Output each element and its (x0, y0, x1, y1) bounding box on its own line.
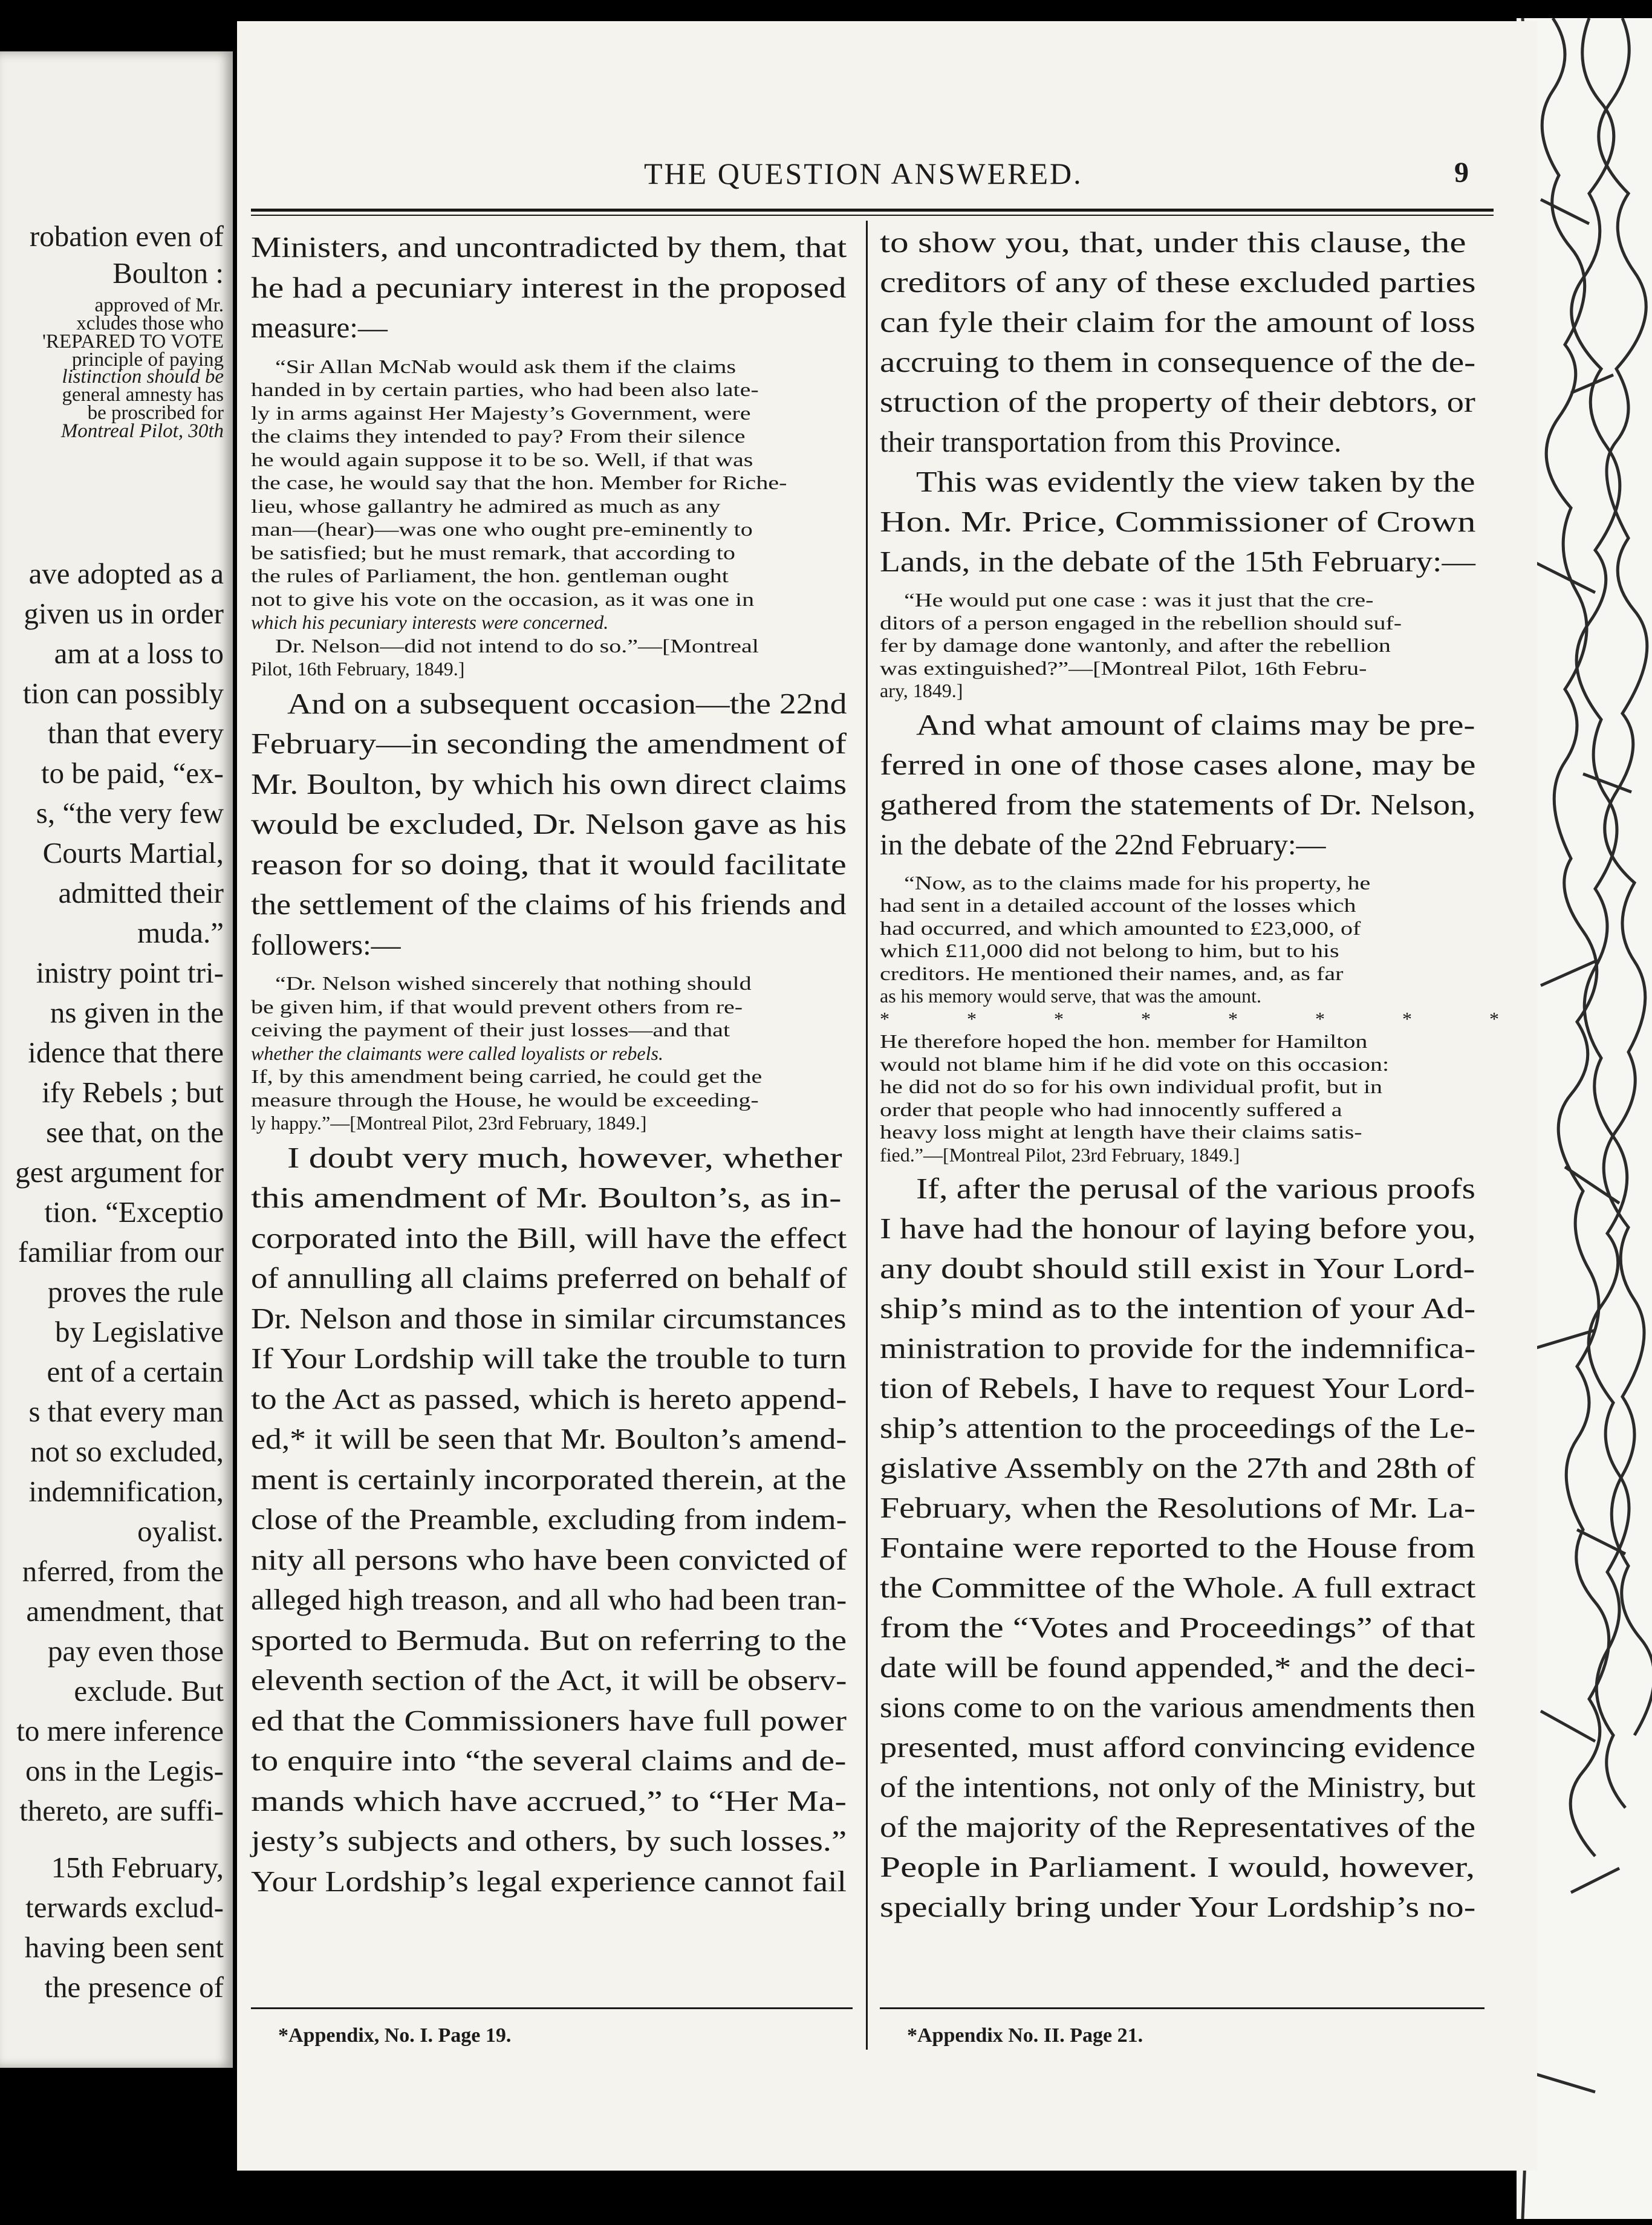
left-column-line: ment is certainly incorporated therein, at the (251, 1462, 847, 1496)
right-column-line: to show you, that, under this clause, the (880, 226, 1466, 259)
right-column-line: of the intentions, not only of the Ministry, but (880, 1770, 1476, 1804)
left-page-line: 'REPARED TO VOTE (42, 331, 224, 352)
right-column-line: He therefore hoped the hon. member for Hamilton (880, 1030, 1368, 1052)
left-column-line: If Your Lordship will take the trouble to turn (251, 1342, 847, 1375)
left-page-line: s, “the very few (36, 796, 224, 830)
left-page-line: principle of paying (71, 349, 224, 371)
left-column-line: mands which have accrued,” to “Her Ma- (251, 1784, 847, 1817)
right-column-line: creditors of any of these excluded parties (880, 265, 1476, 299)
left-column-line: lieu, whose gallantry he admired as much as any (251, 495, 721, 517)
right-column-line: their transportation from this Province. (880, 425, 1342, 458)
left-page-line: Courts Martial, (42, 836, 224, 869)
left-column-line: followers:— (251, 927, 401, 961)
right-column-line: Fontaine were reported to the House from (880, 1531, 1475, 1564)
left-column-line: close of the Preamble, excluding from indem- (251, 1502, 847, 1536)
left-column-line: he had a pecuniary interest in the proposed (251, 270, 847, 304)
right-column-line: ship’s mind as to the intention of your Ad- (880, 1291, 1476, 1325)
left-column-line: jesty’s subjects and others, by such losses.” (251, 1824, 847, 1857)
left-page-line: having been sent (24, 1931, 224, 1964)
text-column-right (880, 0, 1535, 2068)
left-column-line: corporated into the Bill, will have the effect (251, 1221, 847, 1255)
right-column-line: gathered from the statements of Dr. Nelson, (880, 787, 1476, 821)
left-page-line: inistry point tri- (36, 956, 224, 989)
right-column-line: Hon. Mr. Price, Commissioner of Crown (880, 505, 1476, 538)
right-column-line: ferred in one of those cases alone, may be (880, 747, 1476, 781)
right-column-line: as his memory would serve, that was the amount. (880, 985, 1261, 1007)
left-column-line: of annulling all claims preferred on behalf of (251, 1261, 847, 1294)
right-column-line: specially bring under Your Lordship’s no- (880, 1890, 1476, 1923)
left-column-line: If, by this amendment being carried, he could get the (251, 1065, 763, 1087)
left-column-line: the claims they intended to pay? From their silence (251, 425, 746, 447)
left-column-line: ly happy.”—[Montreal Pilot, 23rd February, 1849.] (251, 1112, 647, 1134)
left-page-line: admitted their (58, 876, 224, 909)
left-page-line: ave adopted as a (28, 557, 224, 590)
left-column-line: be given him, if that would prevent others from re- (251, 995, 743, 1018)
left-column-line: whether the claimants were called loyalists or rebels. (251, 1042, 663, 1064)
right-column-line: ship’s attention to the proceedings of the Le- (880, 1411, 1475, 1444)
left-page-line: ns given in the (50, 996, 224, 1029)
left-page-line: xcludes those who (76, 313, 224, 334)
left-column-line: man—(hear)—was one who ought pre-eminently to (251, 518, 753, 540)
left-column-line: which his pecuniary interests were concerned. (251, 611, 609, 633)
right-column-line: ministration to provide for the indemnifica- (880, 1331, 1476, 1365)
right-column-line: I have had the honour of laying before you, (880, 1212, 1476, 1245)
left-page-line: muda.” (137, 916, 224, 949)
right-column-line: which £11,000 did not belong to him, but to his (880, 940, 1339, 961)
left-page-line: than that every (47, 716, 224, 750)
left-page-line: Montreal Pilot, 30th (60, 420, 224, 442)
right-column-line: This was evidently the view taken by the (916, 465, 1475, 498)
right-column-line: had sent in a detailed account of the losses which (880, 894, 1356, 916)
right-column-line: “Now, as to the claims made for his property, he (904, 871, 1371, 894)
left-page-line: exclude. But (74, 1674, 224, 1707)
left-page-line: listinction should be (62, 366, 224, 388)
right-column-line: People in Parliament. I would, however, (880, 1850, 1475, 1883)
left-column-line: Your Lordship’s legal experience cannot fail (251, 1864, 847, 1898)
left-column-line: the case, he would say that the hon. Member for Riche- (251, 472, 787, 493)
left-column-line: Ministers, and uncontradicted by them, that (251, 230, 847, 264)
left-page-line: to mere inference (16, 1714, 224, 1747)
left-page-line: ify Rebels ; but (42, 1076, 224, 1109)
right-column-line: heavy loss might at length have their claims satis- (880, 1121, 1362, 1143)
right-column-line: was extinguished?”—[Montreal Pilot, 16th Febru- (880, 657, 1367, 679)
left-page-line: oyalist. (137, 1515, 224, 1548)
left-column-line: Pilot, 16th February, 1849.] (251, 658, 465, 680)
left-column-line: nity all persons who have been convicted of (251, 1542, 847, 1576)
right-column-line: order that people who had innocently suffered a (880, 1098, 1342, 1120)
left-column-line: the rules of Parliament, the hon. gentleman ought (251, 565, 729, 586)
left-column-line: not to give his vote on the occasion, as it was one in (251, 588, 755, 610)
left-column-line: to enquire into “the several claims and de- (251, 1744, 847, 1777)
left-column-line: he would again suppose it to be so. Well, if that was (251, 448, 753, 470)
right-column-line: date will be found appended,* and the deci- (880, 1651, 1476, 1684)
left-page-line: not so excluded, (30, 1435, 224, 1468)
left-column-line: would be excluded, Dr. Nelson gave as his (251, 807, 847, 840)
left-page-line: indemnification, (28, 1475, 224, 1508)
left-page-line: terwards exclud- (25, 1891, 224, 1924)
left-page-line: the presence of (44, 1970, 224, 2004)
left-page-line: s that every man (28, 1395, 224, 1428)
left-page-line: 15th February, (51, 1851, 224, 1884)
left-page-line: proves the rule (47, 1275, 224, 1308)
left-column-line: “Sir Allan McNab would ask them if the claims (275, 355, 737, 377)
left-column-line: measure:— (251, 311, 388, 344)
left-page-line: idence that there (28, 1036, 224, 1069)
left-column-line: measure through the House, he would be exceeding- (251, 1088, 759, 1111)
footnote-left: *Appendix, No. I. Page 19. (278, 2024, 512, 2047)
right-column-line: fied.”—[Montreal Pilot, 23rd February, 1849.] (880, 1143, 1240, 1166)
footnote-right: *Appendix No. II. Page 21. (907, 2024, 1143, 2047)
left-column-line: handed in by certain parties, who had been also late- (251, 378, 759, 400)
left-page-line: ent of a certain (47, 1355, 224, 1388)
right-column-line: fer by damage done wantonly, and after the rebellion (880, 634, 1391, 656)
right-column-line: any doubt should still exist in Your Lord- (880, 1252, 1475, 1285)
left-page-line: am at a loss to (54, 637, 224, 670)
right-column-line: If, after the perusal of the various proofs (916, 1172, 1475, 1205)
left-column-line: alleged high treason, and all who had been tran- (251, 1583, 847, 1616)
left-column-line: the settlement of the claims of his friends and (251, 888, 847, 921)
running-title: THE QUESTION ANSWERED. (644, 157, 1083, 190)
right-column-line: ary, 1849.] (880, 680, 963, 701)
left-page-line: by Legislative (55, 1315, 224, 1348)
column-divider (866, 221, 868, 2050)
left-column-line: ed,* it will be seen that Mr. Boulton’s amend- (251, 1422, 847, 1455)
right-column-line: ditors of a person engaged in the rebellion should suf- (880, 611, 1402, 634)
left-column-line: ly in arms against Her Majesty’s Government, were (251, 401, 751, 424)
right-column-line: of the majority of the Representatives of the (880, 1810, 1476, 1843)
left-page-line: tion can possibly (22, 677, 224, 710)
left-page-line: ons in the Legis- (25, 1754, 224, 1787)
left-page-line: tion. “Exceptio (44, 1195, 224, 1229)
right-column-line: accruing to them in consequence of the de- (880, 345, 1476, 378)
right-column-line: tion of Rebels, I have to request Your Lord- (880, 1371, 1475, 1405)
left-column-line: this amendment of Mr. Boulton’s, as in- (251, 1181, 842, 1214)
right-column-line: can fyle their claim for the amount of loss (880, 305, 1475, 339)
left-page-line: familiar from our (18, 1235, 224, 1268)
left-page-line: approved of Mr. (94, 294, 224, 316)
left-column-line: ceiving the payment of their just losses—and that (251, 1019, 730, 1041)
left-column-line: Dr. Nelson and those in similar circumstances (251, 1301, 847, 1335)
left-column-line: I doubt very much, however, whether (287, 1140, 842, 1174)
left-page-line: gest argument for (15, 1155, 224, 1189)
right-column-line: from the “Votes and Proceedings” of that (880, 1611, 1475, 1644)
right-column-line: creditors. He mentioned their names, and, as far (880, 962, 1344, 984)
left-column-line: to the Act as passed, which is hereto append- (251, 1382, 847, 1415)
right-column-line: February, when the Resolutions of Mr. La- (880, 1491, 1476, 1524)
previous-page-edge (0, 51, 233, 2068)
right-column-line: “He would put one case : was it just that the cre- (904, 589, 1374, 611)
right-column-line: presented, must afford convincing evidence (880, 1730, 1475, 1764)
right-column-line: would not blame him if he did vote on this occasion: (880, 1053, 1390, 1075)
left-page-line: see that, on the (46, 1116, 224, 1149)
left-column-line: be satisfied; but he must remark, that according to (251, 541, 735, 564)
right-column-line: in the debate of the 22nd February:— (880, 827, 1326, 861)
left-column-line: February—in seconding the amendment of (251, 727, 847, 760)
page-number: 9 (1454, 157, 1469, 189)
left-column-line: sported to Bermuda. But on referring to the (251, 1623, 847, 1657)
left-column-line: And on a subsequent occasion—the 22nd (287, 686, 847, 720)
left-column-line: Mr. Boulton, by which his own direct claims (251, 767, 847, 801)
text-column-left (251, 0, 853, 2068)
left-page-line: be proscribed for (87, 402, 224, 424)
left-column-line: Dr. Nelson—did not intend to do so.”—[Montreal (275, 634, 759, 657)
right-column-line: sions come to on the various amendments then (880, 1691, 1475, 1724)
left-page-line: given us in order (24, 597, 224, 630)
left-page-line: thereto, are suffi- (19, 1794, 224, 1827)
left-page-line: robation even of (29, 219, 224, 253)
left-column-line: reason for so doing, that it would facilitate (251, 847, 847, 881)
right-column-line: the Committee of the Whole. A full extract (880, 1571, 1476, 1604)
left-page-line: Boulton : (112, 256, 224, 290)
left-page-line: nferred, from the (22, 1554, 224, 1588)
left-page-line: pay even those (47, 1634, 224, 1668)
right-column-line: * * * * * * * * (880, 1007, 1535, 1030)
right-column-line: had occurred, and which amounted to £23,000, of (880, 917, 1361, 939)
left-page-line: amendment, that (26, 1594, 224, 1628)
left-page-line: general amnesty has (62, 384, 224, 406)
right-column-line: Lands, in the debate of the 15th February:— (880, 545, 1475, 578)
right-column-line: gislative Assembly on the 27th and 28th of (880, 1451, 1475, 1484)
left-column-line: eleventh section of the Act, it will be observ- (251, 1663, 847, 1697)
left-column-line: ed that the Commissioners have full power (251, 1703, 847, 1737)
left-page-line: to be paid, “ex- (41, 756, 224, 790)
right-column-line: he did not do so for his own individual profit, but in (880, 1076, 1383, 1097)
left-column-line: “Dr. Nelson wished sincerely that nothing should (275, 972, 752, 994)
right-column-line: struction of the property of their debtors, or (880, 385, 1475, 418)
right-column-line: And what amount of claims may be pre- (916, 707, 1475, 741)
